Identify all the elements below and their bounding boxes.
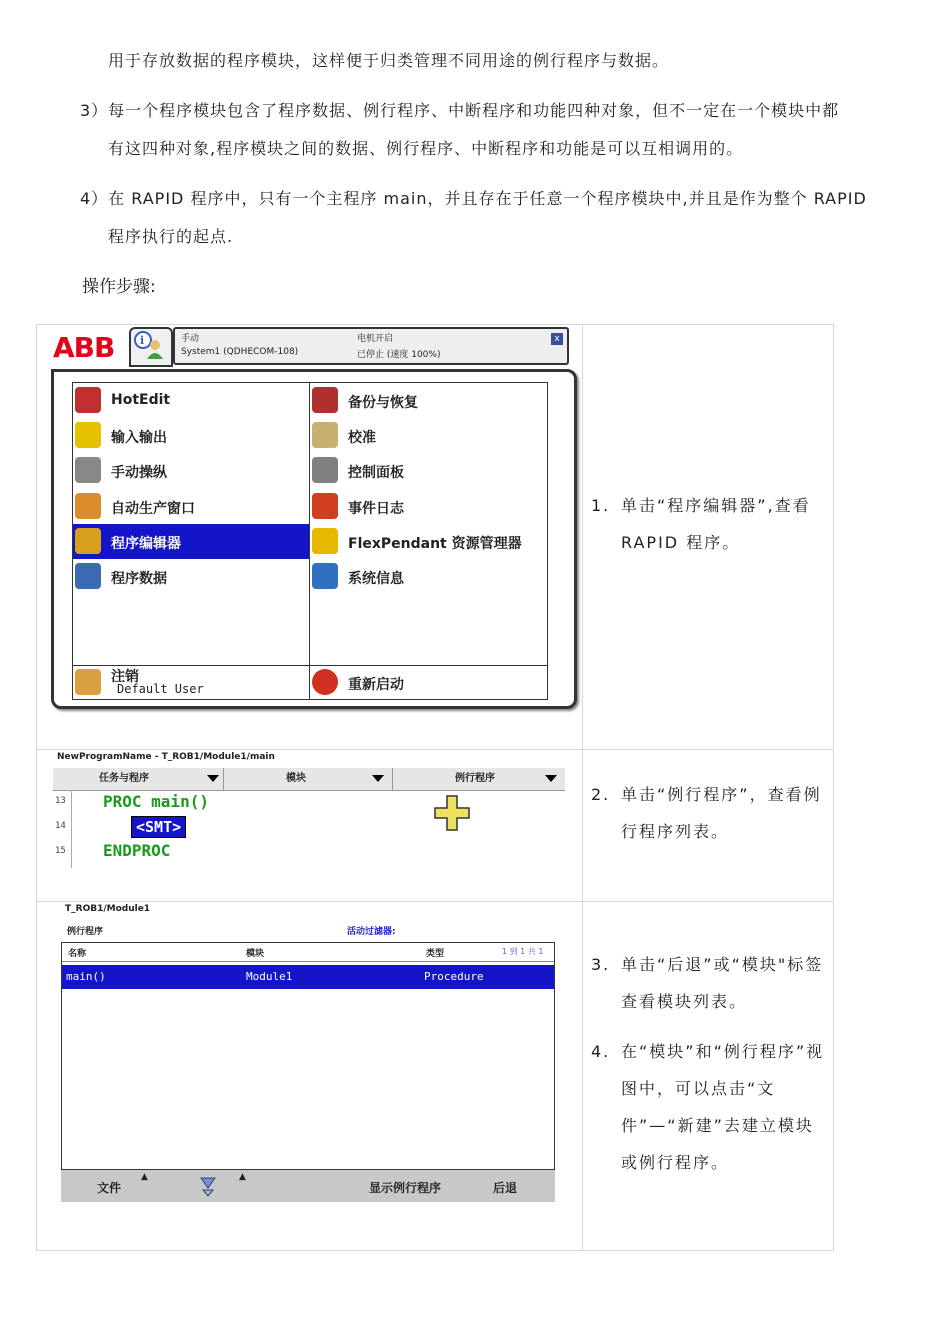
routine-table (61, 942, 555, 1170)
tab-routines[interactable] (393, 768, 563, 790)
routine-type: Procedure (424, 970, 484, 983)
step-1-cell (583, 325, 834, 750)
menu-item-label: 手动操纵 (111, 465, 167, 481)
chevron-down-icon (372, 775, 384, 782)
chevron-down-icon (207, 775, 219, 782)
step-text: 单击“程序编辑器”,查看 RAPID 程序。 (621, 496, 811, 552)
routine-list-title: T_ROB1/Module1 (65, 904, 151, 914)
main-menu-grid (72, 382, 548, 700)
menu-item-label: 事件日志 (348, 501, 404, 517)
production-window-icon (75, 493, 101, 519)
code-line-proc[interactable]: PROC main() (103, 792, 209, 811)
routine-table-header (62, 943, 554, 962)
paragraph-2-line-2: 有这四种对象,程序模块之间的数据、例行程序、中断程序和功能是可以互相调用的。 (108, 139, 744, 158)
menu-item-label: 程序数据 (111, 571, 167, 587)
menu-item-label: 校准 (348, 430, 376, 446)
menu-item-program-editor[interactable] (73, 524, 309, 559)
tab-label: 例行程序 (455, 773, 495, 784)
screenshot-routine-list-cell (37, 902, 583, 1251)
screenshot-main-menu-cell (37, 325, 583, 750)
abb-menu-tab[interactable] (129, 327, 173, 367)
menu-item-control-panel[interactable] (310, 453, 546, 488)
menu-item-production-window[interactable] (73, 489, 309, 524)
key-icon (75, 669, 101, 695)
routine-module: Module1 (246, 970, 293, 983)
backup-restore-icon (312, 387, 338, 413)
code-line-endproc[interactable]: ENDPROC (103, 841, 171, 860)
column-header-name[interactable]: 名称 (68, 949, 87, 959)
close-icon[interactable]: x (551, 333, 563, 345)
folder-icon (312, 528, 338, 554)
step-number: 2. (591, 785, 611, 804)
routine-list-window (59, 902, 555, 1202)
step-text: 单击“例行程序”，查看例行程序列表。 (621, 785, 822, 841)
section-heading: 操作步骤: (82, 277, 156, 297)
paragraph-3-line-1: 4）在 RAPID 程序中，只有一个主程序 main，并且存在于任意一个程序模块中,并且是作为整个 RAPID (80, 189, 867, 208)
caret-up-icon: ▲ (141, 1172, 148, 1182)
menu-item-calibration[interactable] (310, 418, 546, 453)
joystick-icon (75, 457, 101, 483)
caret-up-icon: ▲ (239, 1172, 246, 1182)
main-menu-panel (51, 369, 577, 709)
menu-item-program-data[interactable] (73, 559, 309, 594)
restart-label: 重新启动 (348, 677, 404, 693)
menu-item-jogging[interactable] (73, 453, 309, 488)
routine-list-footer (61, 1170, 555, 1202)
system-name: System1 (QDHECOM-108) (181, 347, 299, 357)
line-number: 13 (55, 796, 66, 806)
motor-status: 电机开启 (357, 334, 394, 344)
logout-label: 注销 (111, 669, 139, 685)
power-icon (312, 669, 338, 695)
tab-modules[interactable] (224, 768, 393, 790)
flexpendant-main-menu (47, 325, 571, 705)
plus-cursor-icon (433, 794, 471, 832)
menu-item-label: 备份与恢复 (348, 395, 418, 411)
back-button[interactable]: 后退 (493, 1181, 518, 1195)
chevron-down-icon (545, 775, 557, 782)
menu-item-explorer[interactable] (310, 524, 546, 559)
code-line-smt[interactable]: <SMT> (131, 816, 186, 838)
main-menu-right-column (310, 383, 546, 699)
menu-item-io[interactable] (73, 418, 309, 453)
scroll-down-icon[interactable] (197, 1174, 219, 1198)
tab-label: 模块 (286, 773, 306, 784)
menu-item-label: 系统信息 (348, 571, 404, 587)
step-3 (591, 946, 826, 1020)
paragraph-2-line-1: 3）每一个程序模块包含了程序数据、例行程序、中断程序和功能四种对象，但不一定在一个模块中都 (80, 101, 840, 120)
menu-divider (73, 665, 547, 666)
flexpendant-header (47, 325, 571, 367)
step-2 (591, 776, 826, 850)
wrench-icon (312, 457, 338, 483)
program-data-icon (75, 563, 101, 589)
io-arrows-icon (75, 422, 101, 448)
show-routine-button[interactable]: 显示例行程序 (369, 1181, 442, 1195)
step-number: 1. (591, 496, 611, 515)
menu-item-system-info[interactable] (310, 559, 546, 594)
step-2-cell (583, 750, 834, 902)
line-number-gutter (53, 790, 72, 868)
abb-logo: ABB (53, 331, 115, 364)
routine-list-subheader (61, 920, 555, 940)
menu-item-label: 程序编辑器 (111, 536, 181, 552)
menu-item-label: 自动生产窗口 (111, 501, 195, 517)
status-bar (173, 327, 569, 365)
system-info-icon (312, 563, 338, 589)
run-state: 已停止 (速度 100%) (357, 350, 441, 360)
main-menu-left-column (73, 383, 310, 699)
paragraph-3-line-2: 程序执行的起点. (108, 227, 234, 246)
program-editor-window (53, 750, 565, 868)
menu-item-event-log[interactable] (310, 489, 546, 524)
menu-item-label: FlexPendant 资源管理器 (348, 536, 522, 552)
steps-3-4-cell (583, 902, 834, 1251)
step-1 (591, 487, 826, 561)
tab-label: 任务与程序 (99, 773, 149, 784)
active-filter-label[interactable]: 活动过滤器: (347, 927, 396, 937)
step-number: 4. (591, 1042, 611, 1061)
menu-item-label: 输入输出 (111, 430, 167, 446)
program-editor-icon (75, 528, 101, 554)
editor-tab-bar (53, 768, 565, 791)
menu-item-label: HotEdit (111, 392, 171, 408)
routine-name: main() (66, 970, 106, 983)
line-number: 15 (55, 846, 66, 856)
editor-title: NewProgramName - T_ROB1/Module1/main (57, 752, 275, 762)
column-header-module[interactable]: 模块 (246, 949, 265, 959)
logout-user: Default User (117, 682, 204, 696)
line-number: 14 (55, 821, 66, 831)
step-number: 3. (591, 955, 611, 974)
menu-item-hotedit[interactable] (73, 383, 309, 418)
svg-text:i: i (140, 334, 145, 347)
hotedit-icon (75, 387, 101, 413)
event-log-icon (312, 493, 338, 519)
column-header-type[interactable]: 类型 (426, 949, 445, 959)
step-text: 在“模块”和“例行程序”视图中，可以点击“文件”—“新建”去建立模块或例行程序。 (621, 1042, 825, 1172)
user-info-icon (131, 329, 167, 361)
operating-mode: 手动 (181, 334, 200, 344)
table-row[interactable] (62, 965, 554, 989)
menu-item-label: 控制面板 (348, 465, 404, 481)
menu-item-backup-restore[interactable] (310, 383, 546, 418)
file-menu-button[interactable]: 文件 (97, 1181, 122, 1195)
row-range: 1 到 1 共 1 (502, 947, 544, 956)
step-4 (591, 1033, 826, 1181)
step-text: 单击“后退”或“模块"标签查看模块列表。 (621, 955, 824, 1011)
tab-tasks-and-programs[interactable] (53, 768, 224, 790)
paragraph-1: 用于存放数据的程序模块，这样便于归类管理不同用途的例行程序与数据。 (108, 51, 670, 70)
logout-button[interactable] (73, 665, 309, 699)
calibration-ruler-icon (312, 422, 338, 448)
steps-table (36, 324, 834, 1251)
screenshot-program-editor-cell (37, 750, 583, 902)
restart-button[interactable] (310, 665, 546, 699)
section-label: 例行程序 (67, 927, 104, 937)
